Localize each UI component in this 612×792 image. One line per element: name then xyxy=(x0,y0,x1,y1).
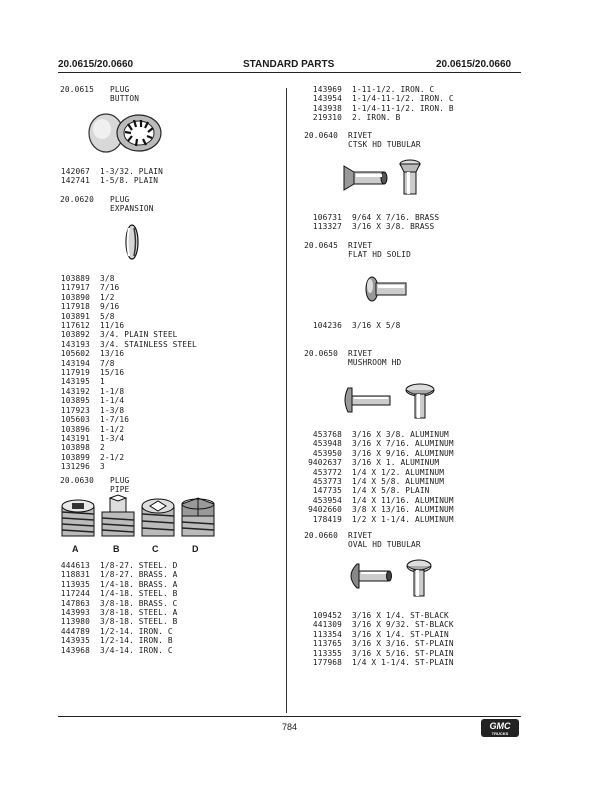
column-divider xyxy=(286,88,287,713)
section-number-rivet-flat: 20.0645 xyxy=(304,241,338,250)
table-row: 142067 1-3/32. PLAIN xyxy=(60,167,163,176)
section-title-rivet-flat: RIVET FLAT HD SOLID xyxy=(348,241,411,260)
table-row: 441309 3/16 X 9/32. ST-BLACK xyxy=(312,620,454,630)
table-row: 453954 1/4 X 11/16. ALUMINUM xyxy=(312,495,454,505)
table-row: 113355 3/16 X 5/16. ST-PLAIN xyxy=(312,648,454,658)
table-row: 113980 3/8-18. STEEL. B xyxy=(60,617,178,627)
table-row: 103899 2-1/2 xyxy=(60,452,125,462)
page-number: 784 xyxy=(282,722,298,732)
rivet-mushroom-illustration xyxy=(340,382,440,422)
section-title-plug-button: PLUG BUTTON xyxy=(110,85,140,104)
table-row: 113935 1/4-18. BRASS. A xyxy=(60,579,178,589)
table-row: 453768 3/16 X 3/8. ALUMINUM xyxy=(312,430,449,439)
section-number-rivet-ctsk: 20.0640 xyxy=(304,131,338,140)
table-row: 103889 3/8 xyxy=(60,274,115,283)
table-row: 143194 7/8 xyxy=(60,358,115,368)
section-title-rivet-oval: RIVET OVAL HD TUBULAR xyxy=(348,531,421,550)
plug-pipe-label-c: C xyxy=(152,544,159,554)
table-row: 444613 1/8-27. STEEL. D xyxy=(60,561,178,570)
table-row: 178419 1/2 X 1-1/4. ALUMINUM xyxy=(312,514,454,524)
gmc-trucks-logo xyxy=(480,718,520,738)
rows-rivet-ctsk xyxy=(298,213,439,232)
plug-pipe-illustration xyxy=(58,494,218,542)
rows-plug-pipe-continued xyxy=(298,85,454,123)
table-row: 444789 1/2-14. IRON. C xyxy=(60,626,173,636)
table-row: 117918 9/16 xyxy=(60,302,120,312)
header-left-range: 20.0615/20.0660 xyxy=(58,59,134,70)
table-row: 143968 3/4-14. IRON. C xyxy=(60,645,173,655)
rivet-oval-illustration xyxy=(345,558,440,603)
table-row: 103891 5/8 xyxy=(60,311,115,321)
table-row: 113327 3/16 X 3/8. BRASS xyxy=(312,222,435,232)
table-row: 143191 1-3/4 xyxy=(60,433,125,443)
table-row: 142741 1-5/8. PLAIN xyxy=(60,176,159,186)
footer-rule xyxy=(58,716,521,717)
table-row: 117923 1-3/8 xyxy=(60,405,125,415)
plug-pipe-label-b: B xyxy=(113,544,120,554)
rows-plug-button xyxy=(46,167,163,186)
table-row: 117244 1/4-18. STEEL. B xyxy=(60,589,178,599)
rows-plug-expansion xyxy=(46,274,197,472)
table-row: 131296 3 xyxy=(60,462,105,472)
table-row: 143938 1-1/4-11-1/2. IRON. B xyxy=(312,103,454,113)
table-row: 117919 15/16 xyxy=(60,368,125,378)
table-row: 143954 1-1/4-11-1/2. IRON. C xyxy=(312,94,454,104)
header-rule xyxy=(58,72,521,73)
rivet-ctsk-illustration xyxy=(340,158,430,198)
svg-text:GMC: GMC xyxy=(489,721,511,731)
table-row: 9402637 3/16 X 1. ALUMINUM xyxy=(308,458,440,468)
rivet-flat-illustration xyxy=(362,274,412,304)
table-row: 118831 1/8-27. BRASS. A xyxy=(60,570,178,580)
table-row: 104236 3/16 X 5/8 xyxy=(312,321,401,330)
table-row: 117612 11/16 xyxy=(60,321,125,331)
table-row: 143193 3/4. STAINLESS STEEL xyxy=(60,339,197,349)
header-right-range: 20.0615/20.0660 xyxy=(436,59,512,70)
section-number-rivet-oval: 20.0660 xyxy=(304,531,338,540)
table-row: 453772 1/4 X 1/2. ALUMINUM xyxy=(312,467,445,477)
page-title: STANDARD PARTS xyxy=(243,59,335,70)
table-row: 103895 1-1/4 xyxy=(60,396,125,406)
table-row: 177968 1/4 X 1-1/4. ST-PLAIN xyxy=(312,658,454,668)
table-row: 103890 1/2 xyxy=(60,292,115,302)
table-row: 103892 3/4. PLAIN STEEL xyxy=(60,330,178,340)
rows-rivet-oval xyxy=(298,611,454,667)
table-row: 106731 9/64 X 7/16. BRASS xyxy=(312,213,440,222)
section-number-rivet-mushroom: 20.0650 xyxy=(304,349,338,358)
section-title-plug-expansion: PLUG EXPANSION xyxy=(110,195,154,214)
plug-pipe-label-d: D xyxy=(192,544,199,554)
table-row: 103896 1-1/2 xyxy=(60,424,125,434)
rows-rivet-mushroom xyxy=(298,430,454,524)
table-row: 113765 3/16 X 3/16. ST-PLAIN xyxy=(312,639,454,649)
table-row: 117917 7/16 xyxy=(60,283,120,293)
table-row: 109452 3/16 X 1/4. ST-BLACK xyxy=(312,611,449,620)
table-row: 453773 1/4 X 5/8. ALUMINUM xyxy=(312,477,445,487)
plug-expansion-illustration xyxy=(120,222,144,262)
table-row: 453948 3/16 X 7/16. ALUMINUM xyxy=(312,439,454,449)
table-row: 105602 13/16 xyxy=(60,349,125,359)
table-row: 143192 1-1/8 xyxy=(60,386,125,396)
table-row: 219310 2. IRON. B xyxy=(312,113,401,123)
table-row: 105603 1-7/16 xyxy=(60,415,130,425)
section-title-rivet-mushroom: RIVET MUSHROOM HD xyxy=(348,349,402,368)
section-number-plug-expansion: 20.0620 xyxy=(60,195,94,204)
table-row: 143935 1/2-14. IRON. B xyxy=(60,636,173,646)
plug-pipe-label-a: A xyxy=(72,544,79,554)
table-row: 147863 3/8-18. BRASS. C xyxy=(60,598,178,608)
rows-plug-pipe xyxy=(46,561,178,655)
table-row: 453950 3/16 X 9/16. ALUMINUM xyxy=(312,448,454,458)
rows-rivet-flat xyxy=(298,321,400,330)
section-number-plug-button: 20.0615 xyxy=(60,85,94,94)
table-row: 143195 1 xyxy=(60,377,105,387)
table-row: 113354 3/16 X 1/4. ST-PLAIN xyxy=(312,629,449,639)
table-row: 103898 2 xyxy=(60,443,105,453)
table-row: 143993 3/8-18. STEEL. A xyxy=(60,608,178,618)
section-title-plug-pipe: PLUG PIPE xyxy=(110,476,130,495)
svg-text:TRUCKS: TRUCKS xyxy=(491,731,509,736)
section-number-plug-pipe: 20.0630 xyxy=(60,476,94,485)
section-title-rivet-ctsk: RIVET CTSK HD TUBULAR xyxy=(348,131,421,150)
plug-button-illustration xyxy=(84,108,164,158)
table-row: 147735 1/4 X 5/8. PLAIN xyxy=(312,486,430,496)
table-row: 9402660 3/8 X 13/16. ALUMINUM xyxy=(308,505,454,515)
table-row: 143969 1-11-1/2. IRON. C xyxy=(312,85,435,94)
